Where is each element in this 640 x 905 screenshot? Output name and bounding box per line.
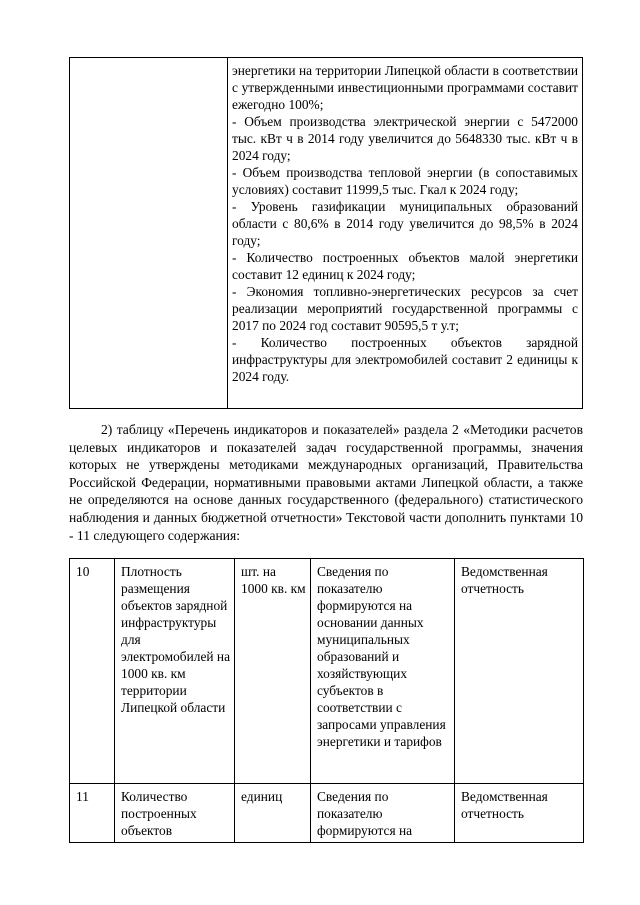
indicator-name: Количество построенных объектов (115, 784, 235, 843)
table-row (70, 559, 584, 784)
result-item: - Количество построенных объектов малой энергетики составит 12 единиц к 2024 году; (232, 250, 578, 282)
data-source: Ведомственная отчетность (455, 784, 584, 843)
result-item: - Объем производства электрической энергии с 5472000 тыс. кВт ч в 2014 году увеличится до 5648330 тыс. кВт ч в 2024 году; (232, 114, 578, 163)
table-row (70, 784, 584, 843)
unit-of-measure: шт. на 1000 кв. км (235, 559, 311, 784)
result-item: - Уровень газификации муниципальных образований области с 80,6% в 2014 году увеличится до 98,5% в 2024 году; (232, 199, 578, 248)
amendment-paragraph: 2) таблицу «Перечень индикаторов и показателей» раздела 2 «Методики расчетов целевых индикаторов и показателей задач государственной программы, значения которых не утверждены методиками международных организаций, Правительства Российской Федерации, нормативными правовыми актами Липецкой области, а также не определяются на основе данных государственного (федерального) статистического наблюдения и данных бюджетной отчетности» Текстовой части дополнить пунктами 10 - 11 следующего содержания: (69, 422, 583, 543)
result-item: - Объем производства тепловой энергии (в сопоставимых условиях) составит 11999,5 тыс. Гкал к 2024 году; (232, 165, 578, 197)
empty-left-cell (70, 58, 228, 408)
indicator-name: Плотность размещения объектов зарядной инфраструктуры для электромобилей на 1000 кв. км территории Липецкой области (115, 559, 235, 784)
row-number: 11 (70, 784, 115, 843)
indicators-list-table (69, 558, 584, 843)
data-source: Ведомственная отчетность (455, 559, 584, 784)
result-item: - Количество построенных объектов зарядной инфраструктуры для электромобилей составит 2 единицы к 2024 году. (232, 335, 578, 384)
unit-of-measure: единиц (235, 784, 311, 843)
expected-results-cell (228, 58, 582, 408)
calculation-method: Сведения по показателю формируются на основании данных муниципальных образований и хозяйствующих субъектов в соответствии с запросами управления энергетики и тарифов (311, 559, 455, 784)
result-item: энергетики на территории Липецкой области в соответствии с утвержденными инвестиционными программами составит ежегодно 100%; (232, 63, 578, 112)
result-item: - Экономия топливно-энергетических ресурсов за счет реализации мероприятий государственной программы с 2017 по 2024 год составит 90595,5 т у.т; (232, 284, 578, 333)
row-number: 10 (70, 559, 115, 784)
calculation-method: Сведения по показателю формируются на (311, 784, 455, 843)
indicators-continuation-table (69, 57, 583, 409)
